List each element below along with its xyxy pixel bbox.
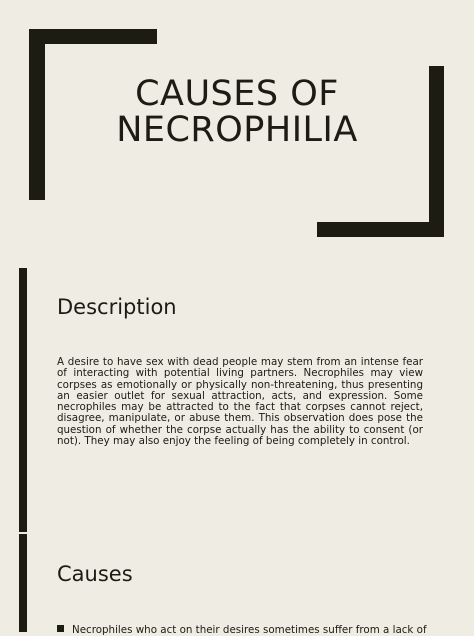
- description-body: A desire to have sex with dead people may stem from an intense fear of interacting with potential living partners. Necrophiles may view corpses as emotionally or physically non-threatening, thus presenting an easier outlet for sexual attraction, acts, and expression. Some necrophiles may be attracted to the fact that corpses cannot reject, disagree, manipulate, or abuse them. This observation does pose the question of whether the corpse actually has the ability to consent (or not). They may also enjoy the feeling of being completely in control.: [57, 356, 423, 448]
- slide-title-line-1: CAUSES OF: [135, 74, 339, 114]
- slide-title-line-2: NECROPHILIA: [116, 110, 358, 150]
- frame-bottom-right-horizontal: [317, 222, 444, 237]
- causes-bullet-text: Necrophiles who act on their desires sometimes suffer from a lack of: [72, 624, 427, 636]
- frame-top-left-horizontal: [29, 29, 157, 44]
- frame-bottom-right-vertical: [429, 66, 444, 237]
- frame-top-left-vertical: [29, 29, 45, 200]
- causes-bullet-item: [57, 624, 437, 636]
- slide-accent-bar: [19, 268, 27, 532]
- slide-title: [60, 76, 414, 148]
- causes-heading: Causes: [57, 562, 133, 586]
- description-heading: Description: [57, 295, 177, 319]
- slide-accent-bar: [19, 534, 27, 632]
- square-bullet-icon: [57, 625, 64, 632]
